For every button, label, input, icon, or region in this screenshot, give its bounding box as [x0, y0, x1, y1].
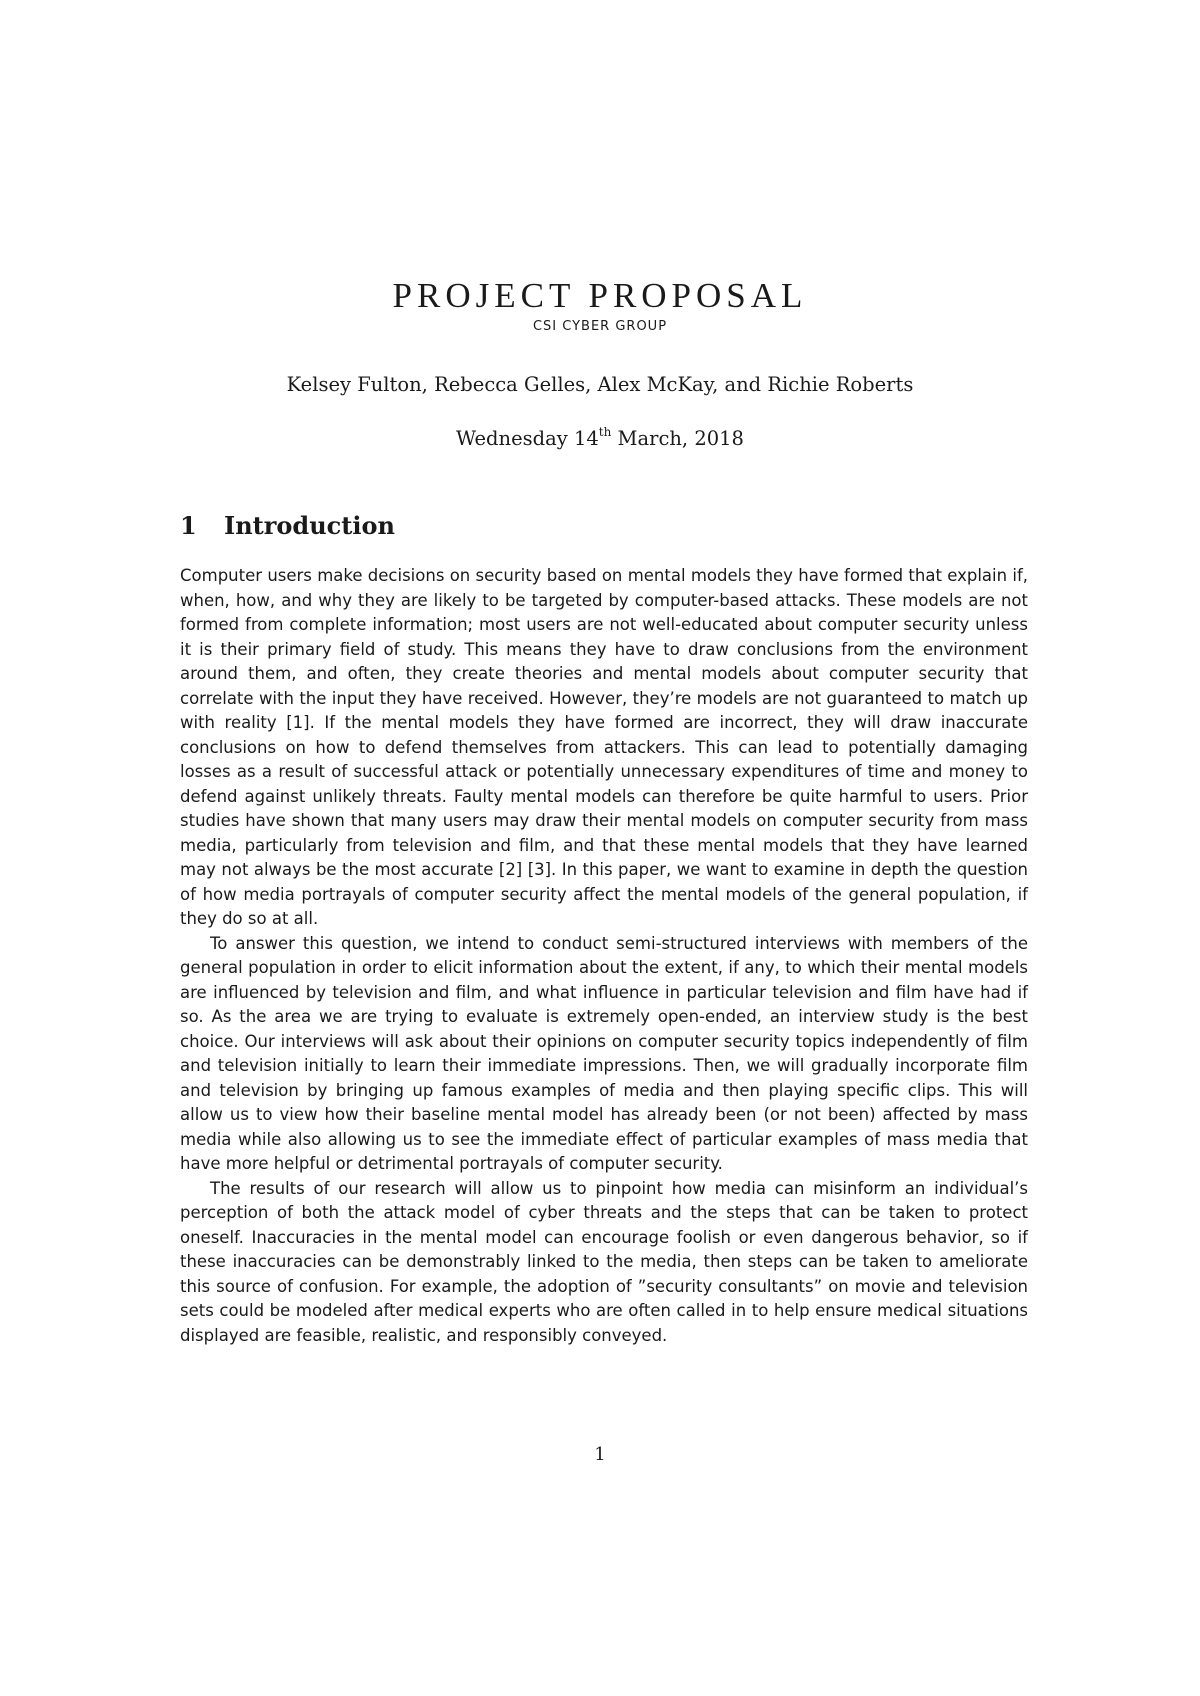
author-list: Kelsey Fulton, Rebecca Gelles, Alex McKay, and Richie Roberts	[286, 373, 914, 396]
document-date	[0, 427, 1200, 451]
section-title: Introduction	[224, 511, 395, 540]
document-subtitle: CSI CYBER GROUP	[532, 319, 668, 334]
date-suffix: March, 2018	[611, 427, 744, 450]
paragraph-1: Computer users make decisions on security based on mental models they have formed that explain if, when, how, and why they are likely to be targeted by computer-based attacks. These models are not formed from complete information; most users are not well-educated about computer security unless it is their primary field of study. This means they have to draw conclusions from the environment around them, and often, they create theories and mental models about computer security that correlate with the input they have received. However, they’re models are not guaranteed to match up with reality [1]. If the mental models they have formed are incorrect, they will draw inaccurate conclusions on how to defend themselves from attackers. This can lead to potentially damaging losses as a result of successful attack or potentially unnecessary expenditures of time and money to defend against unlikely threats. Faulty mental models can therefore be quite harmful to users. Prior studies have shown that many users may draw their mental models on computer security from mass media, particularly from television and film, and that these mental models that they have learned may not always be the most accurate [2] [3]. In this paper, we want to examine in depth the question of how media portrayals of computer security affect the mental models of the general population, if they do so at all.	[180, 566, 1028, 928]
page-number: 1	[594, 1444, 606, 1465]
document-title: PROJECT PROPOSAL	[392, 276, 808, 315]
paragraph-3: The results of our research will allow us to pinpoint how media can misinform an individual’s perception of both the attack model of cyber threats and the steps that can be taken to protect oneself. Inaccuracies in the mental model can encourage foolish or even dangerous behavior, so if these inaccuracies can be demonstrably linked to the media, then steps can be taken to ameliorate this source of confusion. For example, the adoption of ”security consultants” on movie and television sets could be modeled after medical experts who are often called in to help ensure medical situations displayed are feasible, realistic, and responsibly conveyed.	[180, 1178, 1028, 1345]
paragraph-2: To answer this question, we intend to conduct semi-structured interviews with members of the general population in order to elicit information about the extent, if any, to which their mental models are influenced by television and film, and what influence in particular television and film have had if so. As the area we are trying to evaluate is extremely open-ended, an interview study is the best choice. Our interviews will ask about their opinions on computer security topics independently of film and television initially to learn their immediate impressions. Then, we will gradually incorporate film and television by bringing up famous examples of media and then playing specific clips. This will allow us to view how their baseline mental model has already been (or not been) affected by mass media while also allowing us to see the immediate effect of particular examples of mass media that have more helpful or detrimental portrayals of computer security.	[180, 933, 1028, 1173]
section-heading-introduction	[180, 512, 395, 540]
section-number: 1	[180, 511, 197, 540]
section-body	[180, 564, 1028, 1348]
date-ordinal-suffix: th	[598, 425, 612, 439]
date-prefix: Wednesday 14	[456, 427, 599, 450]
